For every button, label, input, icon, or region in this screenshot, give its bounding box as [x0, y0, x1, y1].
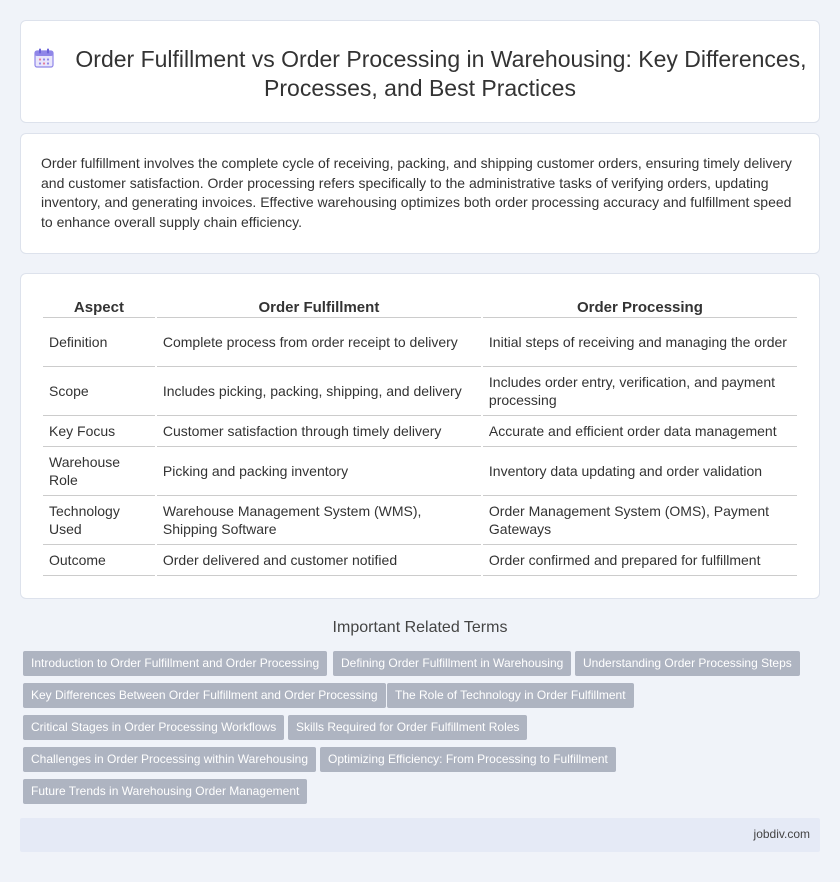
related-term-tag[interactable]: Defining Order Fulfillment in Warehousing [333, 651, 571, 676]
table-cell: Inventory data updating and order validation [483, 447, 797, 496]
table-cell: Customer satisfaction through timely delivery [157, 416, 481, 447]
related-terms-title: Important Related Terms [332, 619, 508, 636]
table-cell: Key Focus [43, 416, 155, 447]
related-term-tag[interactable]: The Role of Technology in Order Fulfillment [387, 683, 634, 708]
related-term-tag[interactable]: Skills Required for Order Fulfillment Roles [288, 715, 527, 740]
table-cell: Warehouse Management System (WMS), Shipping Software [157, 496, 481, 545]
table-cell: Warehouse Role [43, 447, 155, 496]
table-cell: Order confirmed and prepared for fulfillment [483, 545, 797, 576]
table-header-row [43, 296, 797, 318]
page-title-text: Order Fulfillment vs Order Processing in Warehousing: Key Differences, Processes, and Best Practices [75, 46, 807, 101]
table-cell: Definition [43, 318, 155, 367]
calendar-icon [33, 47, 55, 69]
table-cell: Order delivered and customer notified [157, 545, 481, 576]
related-term-tag[interactable]: Optimizing Efficiency: From Processing to Fulfillment [320, 747, 616, 772]
related-term-tag[interactable]: Introduction to Order Fulfillment and Order Processing [23, 651, 327, 676]
table-row [43, 367, 797, 416]
title-card [20, 20, 820, 123]
table-cell: Outcome [43, 545, 155, 576]
related-term-tag[interactable]: Key Differences Between Order Fulfillment and Order Processing [23, 683, 386, 708]
related-term-tag[interactable]: Critical Stages in Order Processing Workflows [23, 715, 284, 740]
table-row [43, 416, 797, 447]
footer [20, 818, 820, 852]
table-cell: Picking and packing inventory [157, 447, 481, 496]
header-aspect: Aspect [43, 296, 155, 318]
comparison-table [41, 296, 799, 576]
related-term-tag[interactable]: Future Trends in Warehousing Order Management [23, 779, 307, 804]
table-row [43, 496, 797, 545]
table-cell: Order Management System (OMS), Payment Gateways [483, 496, 797, 545]
comparison-card [20, 273, 820, 599]
footer-site[interactable]: jobdiv.com [753, 827, 810, 841]
table-cell: Includes order entry, verification, and payment processing [483, 367, 797, 416]
page-title [21, 45, 819, 103]
table-cell: Includes picking, packing, shipping, and delivery [157, 367, 481, 416]
table-row [43, 545, 797, 576]
related-term-tag[interactable]: Challenges in Order Processing within Warehousing [23, 747, 316, 772]
intro-paragraph: Order fulfillment involves the complete cycle of receiving, packing, and shipping customer orders, ensuring timely delivery and customer satisfaction. Order processing refers specifically to the administrative tasks of verifying orders, updating inventory, and generating invoices. Effective warehousing optimizes both order processing accuracy and fulfillment speed to enhance overall supply chain efficiency. [41, 155, 792, 230]
related-term-tag[interactable]: Understanding Order Processing Steps [575, 651, 800, 676]
header-order-processing: Order Processing [483, 296, 797, 318]
table-row [43, 318, 797, 367]
table-cell: Technology Used [43, 496, 155, 545]
table-cell: Complete process from order receipt to delivery [157, 318, 481, 367]
table-cell: Scope [43, 367, 155, 416]
table-cell: Initial steps of receiving and managing the order [483, 318, 797, 367]
table-cell: Accurate and efficient order data management [483, 416, 797, 447]
intro-card [20, 133, 820, 254]
table-row [43, 447, 797, 496]
header-order-fulfillment: Order Fulfillment [157, 296, 481, 318]
